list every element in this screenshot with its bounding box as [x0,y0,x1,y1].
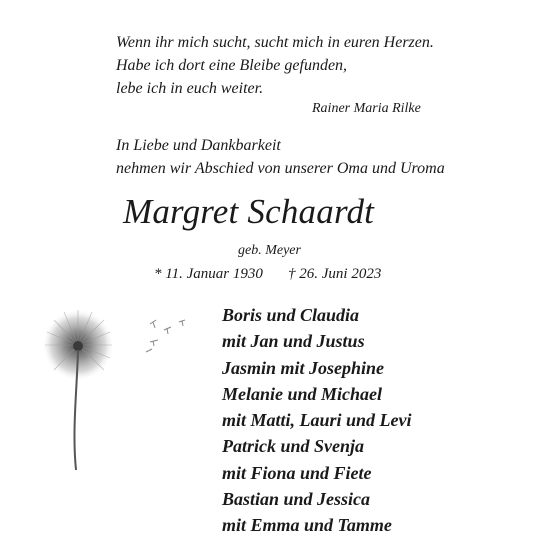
intro-line-2: nehmen wir Abschied von unserer Oma und Uroma [116,160,445,177]
family-list [222,302,412,539]
family-member-line: mit Matti, Lauri und Levi [222,410,412,431]
birth-date: * 11. Januar 1930 [154,266,263,282]
family-member-line: mit Jan und Justus [222,331,365,352]
family-member-line: Boris und Claudia [222,305,360,325]
poem-author: Rainer Maria Rilke [312,101,421,116]
maiden-name: geb. Meyer [238,243,301,258]
family-member-line: Jasmin mit Josephine [222,357,385,378]
family-member-line: mit Fiona und Fiete [222,462,372,483]
family-member-line: mit Emma und Tamme [222,515,392,536]
poem-line-1: Wenn ihr mich sucht, sucht mich in euren Herzen. [116,34,434,51]
family-member-line: Melanie und Michael [222,383,383,404]
dandelion-icon [42,300,202,485]
death-date: † 26. Juni 2023 [288,266,382,282]
poem-line-2: Habe ich dort eine Bleibe gefunden, [116,57,348,74]
poem-line-3: lebe ich in euch weiter. [116,80,264,97]
intro-line-1: In Liebe und Dankbarkeit [116,137,281,154]
family-member-line: Patrick und Svenja [222,436,365,457]
deceased-name: Margret Schaardt [123,192,375,231]
family-member-line: Bastian und Jessica [222,489,371,510]
